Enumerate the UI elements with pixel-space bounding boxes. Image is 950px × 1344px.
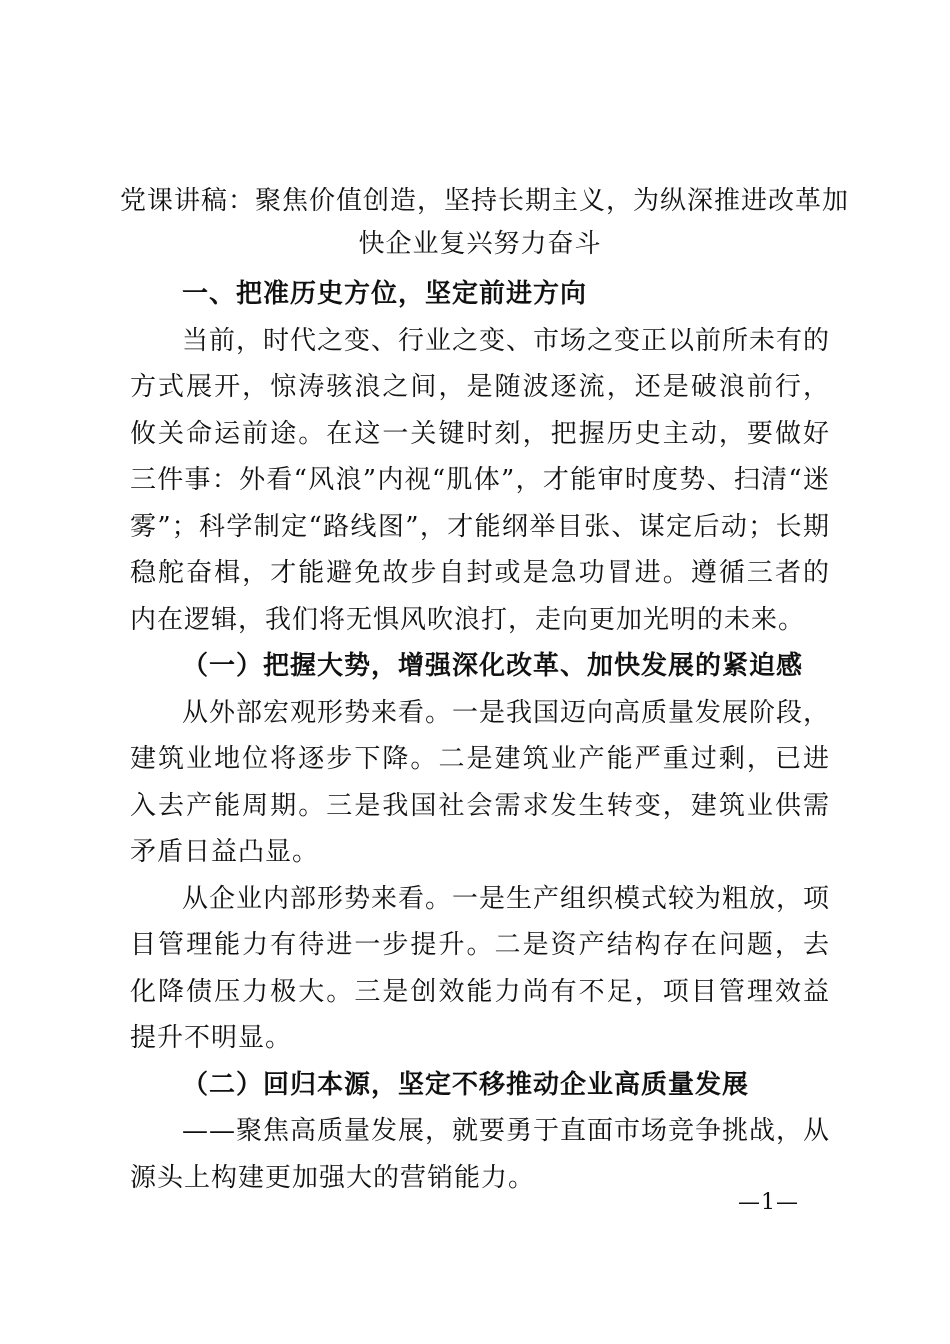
section-1-heading: 一、把准历史方位，坚定前进方向 bbox=[182, 279, 588, 309]
subsection-1-heading: （一）把握大势，增强深化改革、加快发展的紧迫感 bbox=[182, 651, 804, 681]
subsection-2-paragraph-1: ——聚焦高质量发展，就要勇于直面市场竞争挑战，从源头上构建更加强大的营销能力。 bbox=[130, 1116, 831, 1193]
title-line-2: 快企业复兴努力奋斗 bbox=[358, 229, 602, 259]
subsection-1-paragraph-1: 从外部宏观形势来看。一是我国迈向高质量发展阶段，建筑业地位将逐步下降。二是建筑业产能严重过剩，已进入去产能周期。三是我国社会需求发生转变，建筑业供需矛盾日益凸显。 bbox=[130, 697, 831, 867]
subsection-2-heading: （二）回归本源，坚定不移推动企业高质量发展 bbox=[182, 1069, 750, 1100]
document-body bbox=[130, 271, 830, 1201]
section-1-paragraph: 当前，时代之变、行业之变、市场之变正以前所未有的方式展开，惊涛骇浪之间，是随波逐流，还是破浪前行，攸关命运前途。在这一关键时刻，把握历史主动，要做好三件事：外看“风浪”内视“肌体”，才能审时度势、扫清“迷雾”；科学制定“路线图”，才能纲举目张、谋定后动；长期稳舵奋楫，才能避免故步自封或是急功冒进。遵循三者的内在逻辑，我们将无惧风吹浪打，走向更加光明的未来。 bbox=[130, 325, 831, 635]
document-title bbox=[120, 180, 850, 266]
subsection-1-paragraph-2: 从企业内部形势来看。一是生产组织模式较为粗放，项目管理能力有待进一步提升。二是资产结构存在问题，去化降债压力极大。三是创效能力尚有不足，项目管理效益提升不明显。 bbox=[130, 883, 831, 1053]
page-number: —1— bbox=[738, 1190, 799, 1215]
title-line-1: 党课讲稿：聚焦价值创造，坚持长期主义，为纵深推进改革加 bbox=[120, 186, 850, 216]
